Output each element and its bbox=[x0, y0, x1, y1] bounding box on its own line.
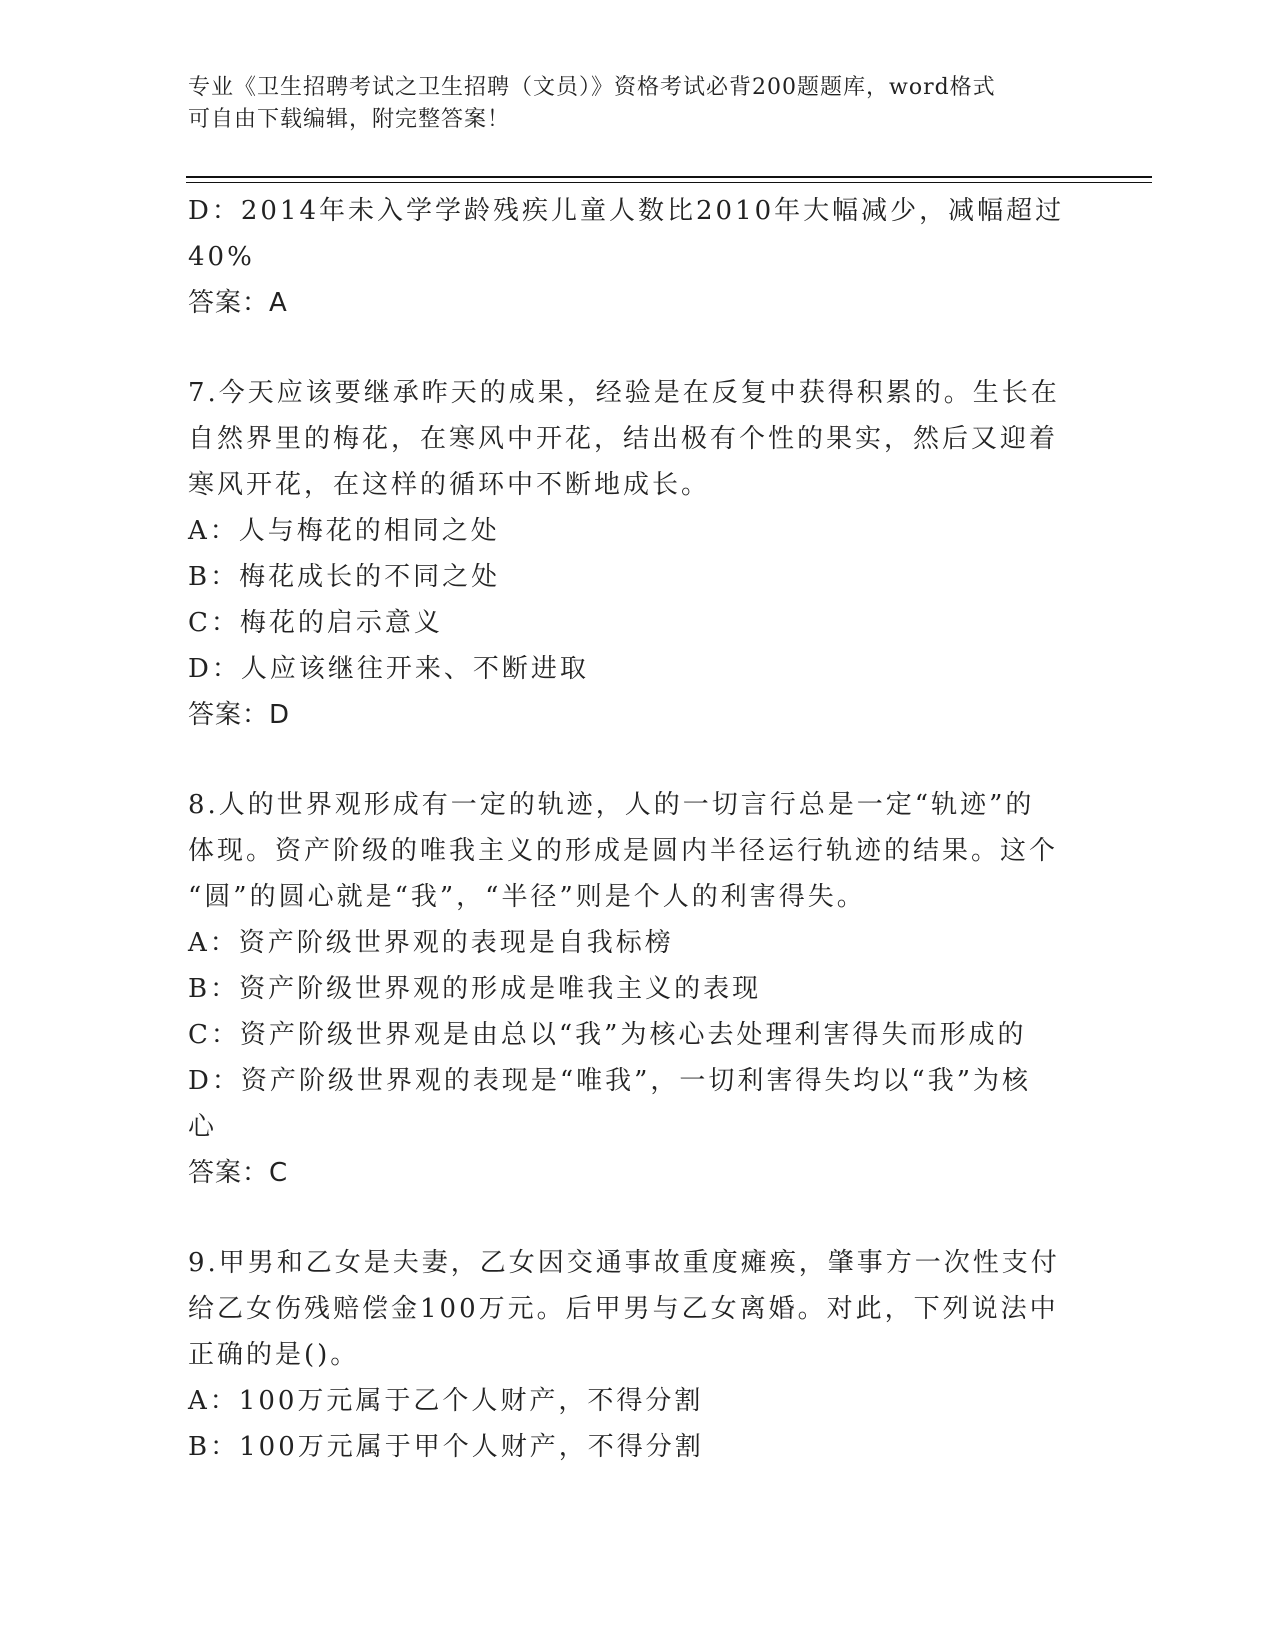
question-stem-line: 正确的是()。 bbox=[188, 1340, 360, 1370]
option-d-line: 40% bbox=[188, 242, 255, 272]
question-fragment bbox=[188, 188, 1088, 326]
question-stem-line: “圆”的圆心就是“我”，“半径”则是个人的利害得失。 bbox=[188, 882, 866, 912]
option-d: D：资产阶级世界观的表现是“唯我”，一切利害得失均以“我”为核 bbox=[188, 1066, 1032, 1096]
question-stem-line: 自然界里的梅花，在寒风中开花，结出极有个性的果实，然后又迎着 bbox=[188, 424, 1059, 454]
page-header bbox=[188, 72, 1088, 136]
header-line: 专业《卫生招聘考试之卫生招聘（文员）》资格考试必背200题题库，word格式 bbox=[188, 75, 996, 100]
option-c: C：梅花的启示意义 bbox=[188, 608, 443, 638]
option-d-continued: 心 bbox=[188, 1112, 218, 1142]
option-b: B：资产阶级世界观的形成是唯我主义的表现 bbox=[188, 974, 762, 1004]
option-a: A：100万元属于乙个人财产，不得分割 bbox=[188, 1386, 704, 1416]
question-7 bbox=[188, 370, 1088, 738]
option-c: C：资产阶级世界观是由总以“我”为核心去处理利害得失而形成的 bbox=[188, 1020, 1027, 1050]
question-stem-line: 9.甲男和乙女是夫妻，乙女因交通事故重度瘫痪，肇事方一次性支付 bbox=[188, 1248, 1060, 1278]
question-stem-line: 给乙女伤残赔偿金100万元。后甲男与乙女离婚。对此，下列说法中 bbox=[188, 1294, 1059, 1324]
option-a: A：资产阶级世界观的表现是自我标榜 bbox=[188, 928, 674, 958]
question-stem-line: 7.今天应该要继承昨天的成果，经验是在反复中获得积累的。生长在 bbox=[188, 378, 1060, 408]
header-line: 可自由下载编辑，附完整答案！ bbox=[188, 107, 511, 132]
option-b: B：100万元属于甲个人财产，不得分割 bbox=[188, 1432, 704, 1462]
question-9 bbox=[188, 1240, 1088, 1470]
answer-line: 答案：C bbox=[188, 1158, 289, 1188]
question-8 bbox=[188, 782, 1088, 1196]
answer-line: 答案：D bbox=[188, 700, 291, 730]
document-body bbox=[188, 188, 1088, 1470]
question-stem-line: 体现。资产阶级的唯我主义的形成是圆内半径运行轨迹的结果。这个 bbox=[188, 836, 1059, 866]
question-stem-line: 寒风开花，在这样的循环中不断地成长。 bbox=[188, 470, 711, 500]
option-d: D：人应该继往开来、不断进取 bbox=[188, 654, 589, 684]
question-stem-line: 8.人的世界观形成有一定的轨迹，人的一切言行总是一定“轨迹”的 bbox=[188, 790, 1035, 820]
answer-line: 答案：A bbox=[188, 288, 288, 318]
option-b: B：梅花成长的不同之处 bbox=[188, 562, 501, 592]
header-divider bbox=[186, 176, 1152, 178]
option-d-line: D：2014年未入学学龄残疾儿童人数比2010年大幅减少，减幅超过 bbox=[188, 196, 1065, 226]
option-a: A：人与梅花的相同之处 bbox=[188, 516, 500, 546]
header-divider-thin bbox=[186, 182, 1152, 183]
